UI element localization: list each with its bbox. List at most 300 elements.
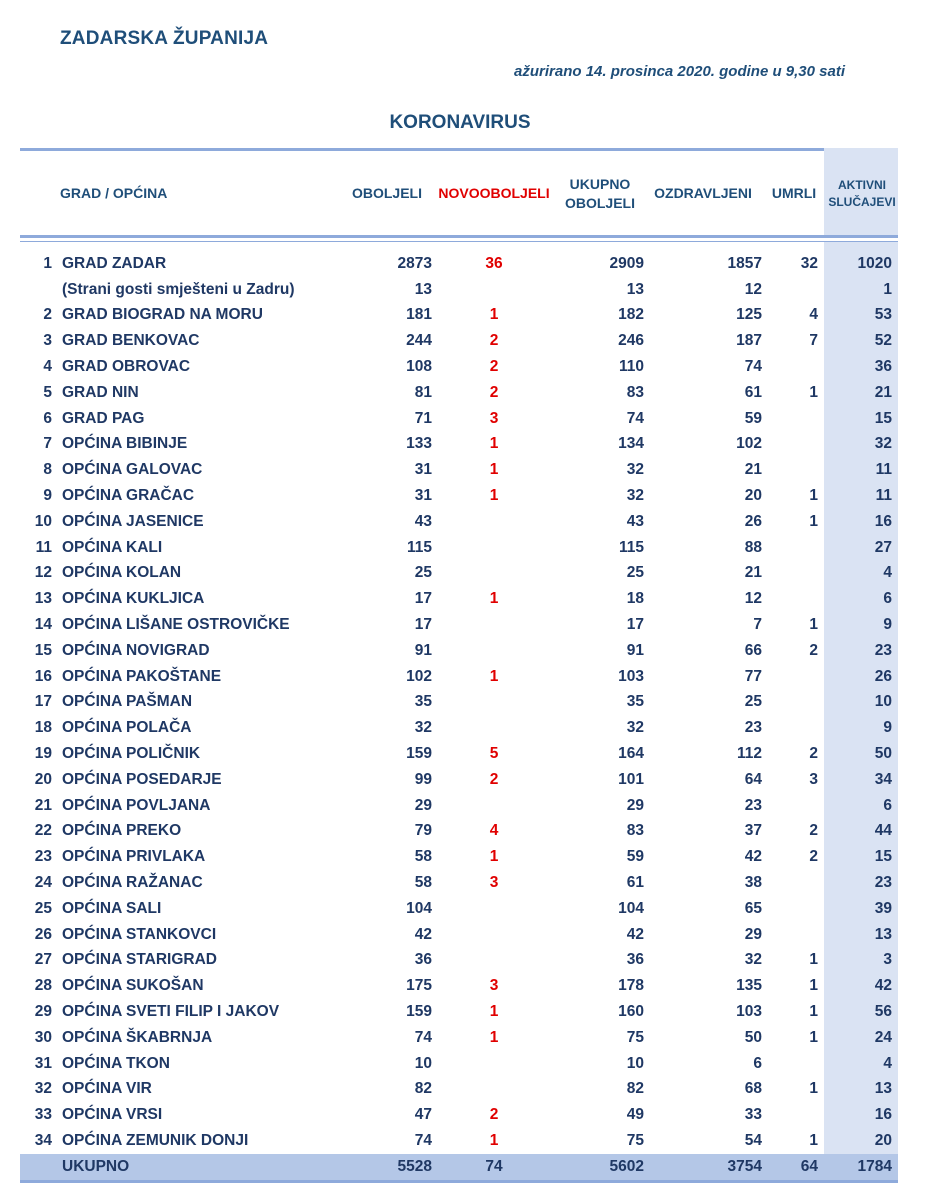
table-row: [20, 251, 898, 277]
active-cell: 9: [824, 612, 898, 638]
row-number: 23: [34, 848, 52, 866]
active-cell: 52: [824, 328, 898, 354]
deaths-cell: [768, 922, 824, 948]
total-cell: 103: [618, 667, 644, 685]
new-cases-cell: 2: [489, 1106, 499, 1124]
table-row: [20, 1128, 898, 1154]
deaths-cell: [768, 1051, 824, 1077]
new-cases-cell: 2: [489, 358, 499, 376]
totals-spacer: [20, 1154, 58, 1180]
active-column-gap: [824, 242, 898, 251]
table-row: [20, 432, 898, 458]
deaths-cell: 2: [809, 822, 818, 840]
table-row: [20, 457, 898, 483]
active-cell: 27: [824, 535, 898, 561]
total-cell: 10: [626, 1054, 644, 1072]
place-name: OPĆINA KOLAN: [62, 564, 182, 582]
infected-cell: 17: [414, 616, 432, 634]
infected-cell: 79: [414, 822, 432, 840]
infected-cell: 31: [414, 487, 432, 505]
deaths-cell: [768, 406, 824, 432]
total-cell: 82: [626, 1080, 644, 1098]
table-row: [20, 664, 898, 690]
total-cell: 2909: [609, 254, 644, 272]
infected-cell: 91: [414, 641, 432, 659]
place-name: GRAD PAG: [62, 409, 145, 427]
active-cell: 13: [824, 1077, 898, 1103]
recovered-cell: 25: [744, 693, 762, 711]
deaths-cell: [768, 432, 824, 458]
row-number: 7: [43, 435, 52, 453]
row-number: 9: [43, 487, 52, 505]
recovered-cell: 59: [744, 409, 762, 427]
county-title: ZADARSKA ŽUPANIJA: [60, 28, 269, 49]
infected-cell: 133: [406, 435, 432, 453]
new-cases-cell: 2: [489, 332, 499, 350]
deaths-cell: [768, 896, 824, 922]
place-name: OPĆINA VRSI: [62, 1106, 163, 1124]
infected-cell: 17: [414, 590, 432, 608]
row-number: 3: [43, 332, 52, 350]
place-name: (Strani gosti smješteni u Zadru): [62, 280, 295, 298]
new-cases-cell: 3: [489, 977, 499, 995]
recovered-cell: 65: [744, 899, 762, 917]
recovered-cell: 12: [744, 590, 762, 608]
deaths-cell: 1: [809, 951, 818, 969]
new-cases-cell: 3: [489, 874, 499, 892]
new-cases-cell: 3: [489, 409, 499, 427]
place-name: OPĆINA GRAČAC: [62, 487, 195, 505]
infected-cell: 71: [414, 409, 432, 427]
deaths-cell: 1: [809, 1003, 818, 1020]
infected-cell: 175: [406, 977, 432, 995]
active-cell: 39: [824, 896, 898, 922]
totals-total: 5602: [550, 1154, 650, 1180]
table-row: [20, 741, 898, 767]
total-cell: 61: [626, 874, 644, 892]
total-cell: 32: [626, 719, 644, 737]
deaths-cell: [768, 664, 824, 690]
table-row: [20, 612, 898, 638]
place-name: OPĆINA PREKO: [62, 822, 182, 840]
infected-cell: 159: [406, 745, 432, 763]
recovered-cell: 20: [744, 487, 762, 505]
active-cell: 34: [824, 767, 898, 793]
row-number: 8: [43, 461, 52, 479]
row-number: 30: [34, 1028, 52, 1046]
active-cell: 11: [824, 457, 898, 483]
active-cell: 11: [824, 483, 898, 509]
total-cell: 59: [626, 848, 644, 866]
recovered-cell: 68: [744, 1080, 762, 1098]
total-cell: 18: [626, 590, 644, 608]
infected-cell: 115: [406, 538, 432, 556]
place-name: GRAD ZADAR: [62, 254, 167, 272]
total-cell: 182: [618, 306, 644, 324]
place-name: OPĆINA POSEDARJE: [62, 770, 222, 788]
deaths-cell: [768, 690, 824, 716]
deaths-cell: 1: [809, 487, 818, 505]
statistics-table: [20, 148, 898, 1183]
recovered-cell: 12: [744, 280, 762, 298]
new-cases-cell: [438, 690, 550, 716]
new-cases-cell: [438, 561, 550, 587]
new-cases-cell: [438, 1051, 550, 1077]
place-name: OPĆINA POVLJANA: [62, 796, 211, 814]
new-cases-cell: 4: [489, 822, 499, 840]
row-number: 14: [34, 616, 52, 634]
new-cases-cell: [438, 277, 550, 303]
row-number: 2: [43, 306, 52, 324]
new-cases-cell: [438, 948, 550, 974]
new-cases-cell: 1: [489, 1131, 499, 1149]
deaths-cell: 2: [809, 745, 818, 763]
totals-label: UKUPNO: [58, 1154, 346, 1180]
deaths-cell: 3: [809, 770, 818, 788]
active-cell: 6: [824, 793, 898, 819]
total-cell: 74: [626, 409, 644, 427]
infected-cell: 29: [414, 796, 432, 814]
recovered-cell: 6: [753, 1054, 762, 1072]
infected-cell: 42: [414, 925, 432, 943]
infected-cell: 104: [406, 899, 432, 917]
active-cell: 21: [824, 380, 898, 406]
table-row: [20, 380, 898, 406]
recovered-cell: 32: [744, 951, 762, 969]
row-number: 26: [34, 925, 52, 943]
table-row: [20, 406, 898, 432]
infected-cell: 36: [414, 951, 432, 969]
row-number: 34: [34, 1131, 52, 1149]
table-row: [20, 535, 898, 561]
active-cell: 36: [824, 354, 898, 380]
table-row: [20, 793, 898, 819]
place-name: OPĆINA STANKOVCI: [62, 925, 217, 943]
row-number: 32: [34, 1080, 52, 1098]
deaths-cell: [768, 1102, 824, 1128]
row-number: 11: [35, 538, 52, 556]
new-cases-cell: [438, 638, 550, 664]
recovered-cell: 1857: [727, 254, 762, 272]
table-row: [20, 483, 898, 509]
header-active: [826, 177, 898, 211]
new-cases-cell: 2: [489, 383, 499, 401]
deaths-cell: 1: [809, 1080, 818, 1098]
place-name: OPĆINA VIR: [62, 1080, 152, 1098]
recovered-cell: 187: [736, 332, 762, 350]
active-cell: 6: [824, 586, 898, 612]
totals-new: 74: [438, 1154, 550, 1180]
recovered-cell: 23: [744, 796, 762, 814]
recovered-cell: 74: [744, 358, 762, 376]
table-row: [20, 561, 898, 587]
header-active-line2: SLUČAJEVI: [828, 195, 896, 209]
row-number: 22: [34, 822, 52, 840]
row-number: 4: [43, 358, 52, 376]
place-name: GRAD NIN: [62, 383, 139, 401]
active-cell: 23: [824, 870, 898, 896]
total-cell: 83: [626, 822, 644, 840]
new-cases-cell: 1: [489, 1003, 499, 1020]
table-row: [20, 328, 898, 354]
totals-infected: 5528: [346, 1154, 438, 1180]
header-total-line2: OBOLJELI: [564, 195, 635, 211]
new-cases-cell: [438, 715, 550, 741]
deaths-cell: [768, 586, 824, 612]
recovered-cell: 33: [744, 1106, 762, 1124]
active-cell: 24: [824, 1025, 898, 1051]
infected-cell: 81: [414, 383, 432, 401]
recovered-cell: 7: [753, 616, 762, 634]
deaths-cell: 1: [809, 1028, 818, 1046]
place-name: OPĆINA JASENICE: [62, 512, 204, 530]
active-cell: 53: [824, 303, 898, 329]
active-cell: 4: [824, 561, 898, 587]
recovered-cell: 23: [744, 719, 762, 737]
infected-cell: 32: [414, 719, 432, 737]
deaths-cell: [768, 277, 824, 303]
active-cell: 42: [824, 973, 898, 999]
infected-cell: 108: [406, 358, 432, 376]
deaths-cell: [768, 561, 824, 587]
place-name: OPĆINA SALI: [62, 899, 162, 917]
table-row: [20, 870, 898, 896]
active-cell: 32: [824, 432, 898, 458]
table-row: [20, 690, 898, 716]
new-cases-cell: [438, 896, 550, 922]
recovered-cell: 26: [744, 512, 762, 530]
table-row: [20, 948, 898, 974]
table-row: [20, 638, 898, 664]
total-cell: 134: [618, 435, 644, 453]
row-number: 31: [34, 1054, 52, 1072]
infected-cell: 82: [414, 1080, 432, 1098]
deaths-cell: [768, 457, 824, 483]
place-name: OPĆINA ZEMUNIK DONJI: [62, 1131, 249, 1149]
place-name: OPĆINA NOVIGRAD: [62, 641, 210, 659]
active-cell: 15: [824, 406, 898, 432]
active-cell: 9: [824, 715, 898, 741]
recovered-cell: 38: [744, 874, 762, 892]
new-cases-cell: 1: [489, 667, 499, 685]
active-cell: 3: [824, 948, 898, 974]
place-name: OPĆINA GALOVAC: [62, 461, 203, 479]
recovered-cell: 125: [736, 306, 762, 324]
recovered-cell: 21: [744, 564, 762, 582]
row-number: [20, 277, 58, 303]
recovered-cell: 88: [744, 538, 762, 556]
deaths-cell: [768, 793, 824, 819]
infected-cell: 13: [414, 280, 432, 298]
table-row: [20, 973, 898, 999]
new-cases-cell: 1: [489, 487, 499, 505]
table-row: [20, 303, 898, 329]
new-cases-cell: 1: [489, 590, 499, 608]
row-number: 15: [34, 641, 52, 659]
row-number: 16: [34, 667, 52, 685]
active-cell: 4: [824, 1051, 898, 1077]
infected-cell: 47: [414, 1106, 432, 1124]
active-cell: 16: [824, 1102, 898, 1128]
recovered-cell: 42: [744, 848, 762, 866]
recovered-cell: 77: [744, 667, 762, 685]
deaths-cell: 32: [800, 254, 818, 272]
totals-recovered: 3754: [650, 1154, 768, 1180]
total-cell: 178: [618, 977, 644, 995]
table-row: [20, 277, 898, 303]
recovered-cell: 50: [744, 1028, 762, 1046]
infected-cell: 31: [414, 461, 432, 479]
place-name: OPĆINA SUKOŠAN: [62, 977, 204, 995]
row-number: 21: [34, 796, 52, 814]
row-number: 1: [43, 254, 52, 272]
active-cell: 10: [824, 690, 898, 716]
place-name: OPĆINA KUKLJICA: [62, 590, 205, 608]
recovered-cell: 112: [736, 745, 762, 763]
place-name: OPĆINA ŠKABRNJA: [62, 1028, 213, 1046]
new-cases-cell: [438, 1077, 550, 1103]
place-name: OPĆINA PAKOŠTANE: [62, 667, 222, 685]
new-cases-cell: 1: [489, 848, 499, 866]
active-cell: 15: [824, 844, 898, 870]
total-cell: 13: [626, 280, 644, 298]
deaths-cell: 1: [809, 1131, 818, 1149]
active-cell: 23: [824, 638, 898, 664]
new-cases-cell: 1: [489, 461, 499, 479]
infected-cell: 99: [414, 770, 432, 788]
total-cell: 43: [626, 512, 644, 530]
deaths-cell: [768, 715, 824, 741]
table-row: [20, 586, 898, 612]
active-cell: 20: [824, 1128, 898, 1154]
recovered-cell: 54: [744, 1131, 762, 1149]
table-bottom-rule: [20, 1180, 898, 1183]
deaths-cell: 1: [809, 616, 818, 634]
total-cell: 42: [626, 925, 644, 943]
place-name: OPĆINA PRIVLAKA: [62, 848, 206, 866]
total-cell: 246: [618, 332, 644, 350]
infected-cell: 35: [414, 693, 432, 711]
recovered-cell: 64: [744, 770, 762, 788]
new-cases-cell: [438, 509, 550, 535]
row-number: 28: [34, 977, 52, 995]
active-cell: 16: [824, 509, 898, 535]
place-name: GRAD OBROVAC: [62, 358, 191, 376]
deaths-cell: 1: [809, 977, 818, 995]
deaths-cell: [768, 535, 824, 561]
place-name: OPĆINA SVETI FILIP I JAKOV: [62, 1003, 280, 1020]
table-row: [20, 1102, 898, 1128]
total-cell: 115: [618, 538, 644, 556]
active-cell: 44: [824, 819, 898, 845]
deaths-cell: 2: [809, 641, 818, 659]
place-name: GRAD BENKOVAC: [62, 332, 200, 350]
place-name: OPĆINA TKON: [62, 1054, 170, 1072]
new-cases-cell: 2: [489, 770, 499, 788]
infected-cell: 43: [414, 512, 432, 530]
infected-cell: 10: [414, 1054, 432, 1072]
total-cell: 25: [626, 564, 644, 582]
active-cell: 50: [824, 741, 898, 767]
infected-cell: 244: [406, 332, 432, 350]
new-cases-cell: 5: [489, 745, 499, 763]
new-cases-cell: 1: [489, 306, 499, 324]
totals-row: [20, 1154, 898, 1180]
table-row: [20, 767, 898, 793]
header-total-line1: UKUPNO: [569, 176, 631, 192]
recovered-cell: 66: [744, 641, 762, 659]
infected-cell: 58: [414, 874, 432, 892]
header-total: [560, 175, 640, 213]
row-number: 27: [34, 951, 52, 969]
recovered-cell: 103: [736, 1003, 762, 1020]
table-row: [20, 1025, 898, 1051]
recovered-cell: 37: [744, 822, 762, 840]
total-cell: 91: [626, 641, 644, 659]
new-cases-cell: 1: [489, 435, 499, 453]
recovered-cell: 61: [744, 383, 762, 401]
table-row: [20, 1077, 898, 1103]
place-name: OPĆINA KALI: [62, 538, 163, 556]
table-row: [20, 819, 898, 845]
row-number: 19: [34, 745, 52, 763]
infected-cell: 102: [406, 667, 432, 685]
new-cases-cell: [438, 922, 550, 948]
row-number: 12: [34, 564, 52, 582]
table-row: [20, 844, 898, 870]
deaths-cell: 1: [809, 383, 818, 401]
active-cell: 13: [824, 922, 898, 948]
recovered-cell: 29: [744, 925, 762, 943]
place-name: OPĆINA POLIČNIK: [62, 745, 201, 763]
active-cell: 26: [824, 664, 898, 690]
table-row: [20, 896, 898, 922]
row-number: 5: [43, 383, 52, 401]
total-cell: 29: [626, 796, 644, 814]
total-cell: 164: [618, 745, 644, 763]
update-timestamp: ažurirano 14. prosinca 2020. godine u 9,30 sati: [514, 63, 845, 80]
total-cell: 75: [626, 1131, 644, 1149]
totals-deaths: 64: [768, 1154, 824, 1180]
header-active-line1: AKTIVNI: [838, 178, 886, 192]
place-name: OPĆINA BIBINJE: [62, 435, 188, 453]
row-number: 24: [34, 874, 52, 892]
total-cell: 17: [626, 616, 644, 634]
row-number: 18: [34, 719, 52, 737]
place-name: GRAD BIOGRAD NA MORU: [62, 306, 263, 324]
row-number: 6: [43, 409, 52, 427]
infected-cell: 2873: [397, 254, 432, 272]
deaths-cell: [768, 354, 824, 380]
deaths-cell: [768, 870, 824, 896]
infected-cell: 181: [406, 306, 432, 324]
row-number: 20: [34, 770, 52, 788]
table-row: [20, 1051, 898, 1077]
table-row: [20, 715, 898, 741]
row-number: 13: [34, 590, 52, 608]
active-cell: 1: [824, 277, 898, 303]
total-cell: 75: [626, 1028, 644, 1046]
total-cell: 32: [626, 461, 644, 479]
place-name: OPĆINA LIŠANE OSTROVIČKE: [62, 616, 290, 634]
infected-cell: 159: [406, 1003, 432, 1020]
place-name: OPĆINA PAŠMAN: [62, 693, 193, 711]
document-heading: KORONAVIRUS: [389, 112, 531, 133]
recovered-cell: 102: [736, 435, 762, 453]
new-cases-cell: [438, 535, 550, 561]
total-cell: 101: [618, 770, 644, 788]
infected-cell: 74: [414, 1131, 432, 1149]
